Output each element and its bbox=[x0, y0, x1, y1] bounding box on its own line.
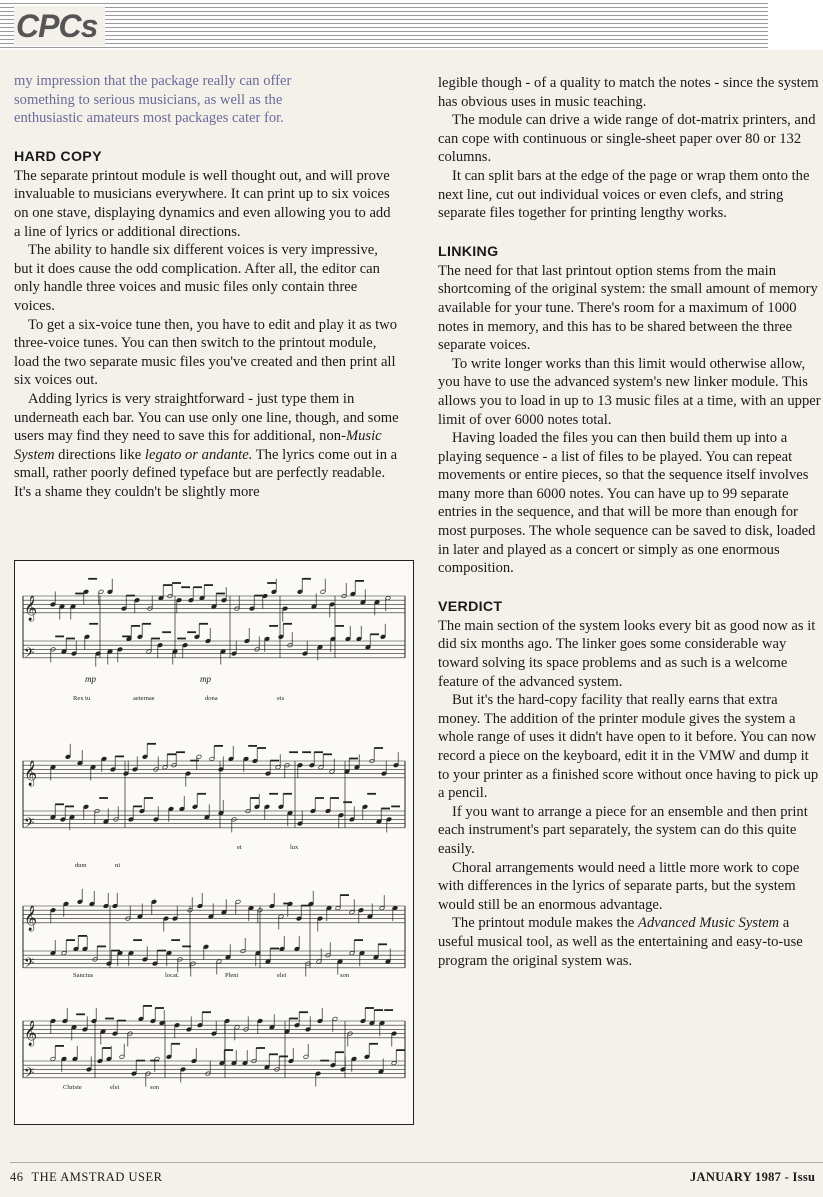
bass-clef-icon: 𝄢 bbox=[24, 644, 35, 664]
treble-clef-icon: 𝄞 bbox=[24, 595, 38, 621]
lyric: aeternae bbox=[133, 695, 155, 702]
text-run: The lyrics come out in a small, rather poorly defined typeface but are perfectly readable. It's a shame they couldn't be slightly more bbox=[14, 446, 398, 500]
treble-clef-icon: 𝄞 bbox=[24, 905, 38, 931]
emphasis: Advanced Music System bbox=[638, 915, 780, 932]
paragraph: The ability to handle six different voices is very impressive, but it does cause the odd complication. After all, the editor can only handle three voices and music files only contain three voices. bbox=[14, 242, 380, 314]
lyric: elei bbox=[110, 1084, 120, 1091]
paragraph: The need for that last printout option stems from the main shortcoming of the original system: the small amount of memory available for your tune. There's room for a maximum of 1000 notes in memory, and this has to be shared between the three separate voices. bbox=[438, 262, 818, 354]
paragraph: If you want to arrange a piece for an ensemble and then print each instrument's part separately, the system can do this quite easily. bbox=[438, 803, 808, 857]
lyric: Pleni bbox=[225, 972, 239, 979]
header-right-block bbox=[768, 0, 823, 50]
lyric: locat. bbox=[165, 972, 180, 979]
text-run: a useful musical tool, as well as the entertaining and easy-to-use program the original system was. bbox=[438, 915, 803, 969]
lyric: lux bbox=[290, 844, 299, 851]
lyric: dum bbox=[75, 862, 87, 869]
bass-clef-icon: 𝄢 bbox=[24, 954, 35, 974]
text-run: directions like bbox=[54, 446, 145, 463]
paragraph bbox=[14, 390, 399, 502]
dynamic-marking: mp bbox=[85, 674, 96, 684]
lyric: Sanctus bbox=[73, 972, 94, 979]
text-run: The printout module makes the bbox=[452, 915, 639, 932]
lyric: Rex tu bbox=[73, 695, 91, 702]
verdict-heading: VERDICT bbox=[438, 598, 503, 615]
page-number: 46 bbox=[10, 1170, 24, 1184]
paragraph: The main section of the system looks every bit as good now as it did six months ago. The linker goes some considerable way toward solving its space problems and as such is a welcome feature of the advanced system. bbox=[438, 617, 816, 690]
treble-clef-icon: 𝄞 bbox=[24, 1020, 38, 1046]
bass-clef-icon: 𝄢 bbox=[24, 1064, 35, 1084]
lyric: elei bbox=[277, 972, 287, 979]
lyric: ni bbox=[115, 862, 121, 869]
paragraph: The module can drive a wide range of dot-matrix printers, and can cope with continuous or single-sheet paper over 80 or 132 columns. bbox=[438, 112, 816, 166]
lyric: Christe bbox=[63, 1084, 82, 1091]
dynamic-marking: mp bbox=[200, 674, 211, 684]
text-run: Adding lyrics is very straightforward - just type them in underneath each bar. You can use only one line, though, and some users may find they need to save this for additional, non- bbox=[14, 390, 399, 445]
paragraph: Having loaded the files you can then build them up into a playing sequence - a list of files to be played. You can repeat movements or entire pieces, so that the sequence itself involves many more than 6000 notes. You can have up to 99 separate entries in the sequence, and that will be more than enough for most purposes. The whole sequence can be saved to disk, loaded in later and played as a concert or simply as one enormous composition. bbox=[438, 430, 816, 577]
page-header bbox=[0, 0, 823, 50]
footer-left bbox=[10, 1167, 162, 1187]
lyric: son bbox=[340, 972, 350, 979]
section-label: CPCs bbox=[14, 6, 105, 46]
paragraph: To write longer works than this limit would otherwise allow, you have to use the advanced system's new linker module. This allows you to load in up to 13 music files at a time, with an upper limit of over 6000 notes total. bbox=[438, 355, 821, 428]
linking-heading: LINKING bbox=[438, 243, 499, 260]
intro-text bbox=[14, 72, 399, 128]
lyric: eis bbox=[277, 695, 285, 702]
lyric: et bbox=[237, 844, 242, 851]
paragraph: To get a six-voice tune then, you have to edit and play it as two three-voice tunes. You can then switch to the printout module, load the two separate music files you've created and then print all six voices out. bbox=[14, 316, 397, 389]
paragraph: The separate printout module is well thought out, and will prove invaluable to musicians everywhere. It can print up to six voices on one stave, displaying dynamics and even allowing you to add a line of lyrics or additional directions. bbox=[14, 167, 391, 240]
staff-lines bbox=[23, 595, 405, 1084]
intro-line: my impression that the package really can offer bbox=[14, 73, 292, 89]
bass-clef-icon: 𝄢 bbox=[24, 814, 35, 834]
paragraph bbox=[438, 914, 822, 970]
issue-date: JANUARY 1987 - Issu bbox=[690, 1170, 816, 1184]
music-score bbox=[15, 561, 413, 1123]
score-notes bbox=[50, 579, 405, 1087]
emphasis: Music System bbox=[14, 428, 382, 463]
paragraph: Choral arrangements would need a little more work to cope with differences in the lyrics of separate parts, but the system would still be an enormous advantage. bbox=[438, 859, 800, 913]
publication-name: THE AMSTRAD USER bbox=[31, 1170, 163, 1184]
music-score-figure bbox=[14, 560, 414, 1125]
footer-rule bbox=[10, 1162, 823, 1163]
lyric: son bbox=[150, 1084, 160, 1091]
paragraph: legible though - of a quality to match the notes - since the system has obvious uses in music teaching. bbox=[438, 75, 819, 110]
intro-line: enthusiastic amateurs most packages cater for. bbox=[14, 110, 284, 127]
intro-line: something to serious musicians, as well as the bbox=[14, 91, 283, 108]
paragraph: It can split bars at the edge of the page or wrap them onto the next line, cut out individual voices or even clefs, and string separate files together for printing lengthy works. bbox=[438, 167, 810, 222]
left-column bbox=[14, 72, 399, 501]
lyric: dona bbox=[205, 695, 218, 702]
treble-clef-icon: 𝄞 bbox=[24, 760, 38, 786]
right-column bbox=[438, 74, 822, 970]
emphasis: legato or andante. bbox=[144, 446, 253, 463]
paragraph: But it's the hard-copy facility that really earns that extra money. The addition of the printer module gives the system a whole range of uses it didn't have open to it before. You can now record a piece on the keyboard, edit it in the VMW and dump it to your printer as a finished score without once having to pick up a pencil. bbox=[438, 692, 819, 802]
hard-copy-heading: HARD COPY bbox=[14, 148, 102, 165]
